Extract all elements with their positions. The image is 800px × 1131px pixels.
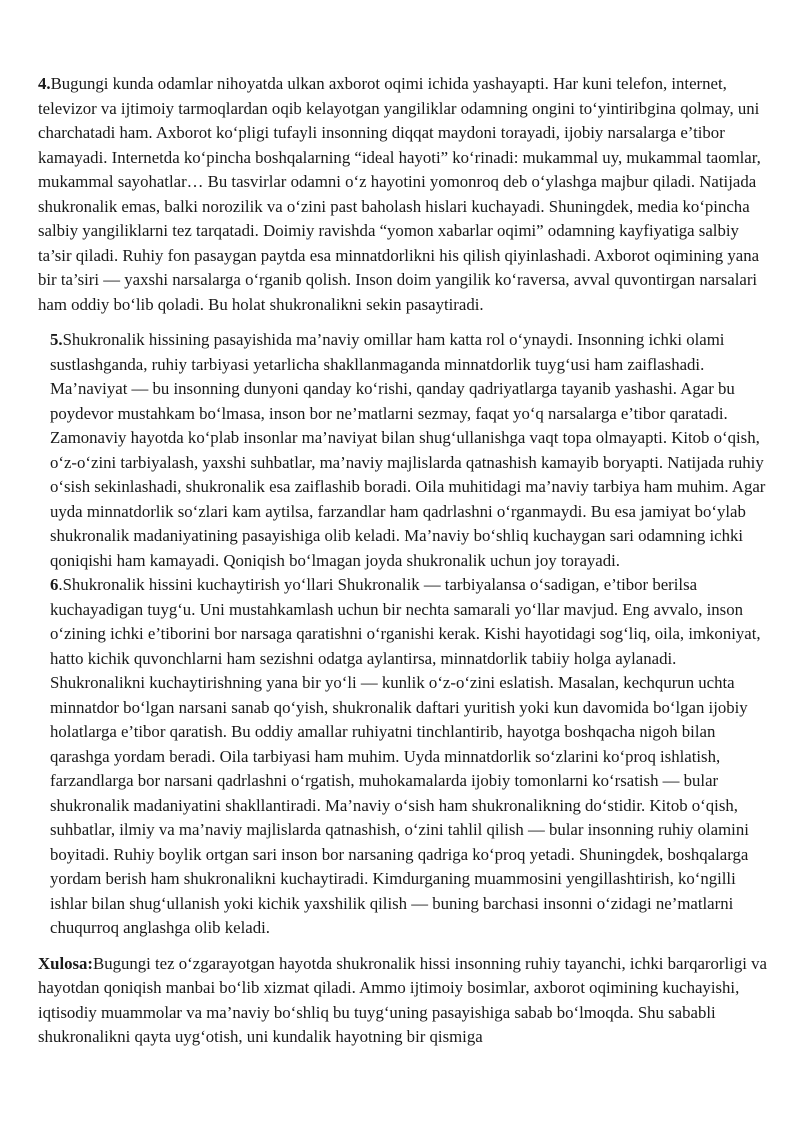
paragraph-text: Bugungi kunda odamlar nihoyatda ulkan axborot oqimi ichida yashayapti. Har kuni telefon, internet, televizor va ijtimoiy tarmoqlardan oqib kelayotgan yangiliklar odamning ongini to‘yintiribgina qolmay, uni charchatadi ham. Axborot ko‘pligi tufayli insonning diqqat maydoni torayadi, ijobiy narsalarga e’tibor kamayadi. Internetda ko‘pincha boshqalarning “ideal hayoti” ko‘rinadi: mukammal uy, mukammal taomlar, mukammal sayohatlar… Bu tasvirlar odamni o‘z hayotini yomonroq deb o‘ylashga majbur qiladi. Natijada shukronalik emas, balki norozilik va o‘zini past baholash hislari kuchayadi. Shuningdek, media ko‘pincha salbiy yangiliklarni tez tarqatadi. Doimiy ravishda “yomon xabarlar oqimi” odamning kayfiyatiga salbiy ta’sir qiladi. Ruhiy fon pasaygan paytda esa minnatdorlikni his qilish qiyinlashadi. Axborot oqimining yana bir ta’siri — yaxshi narsalarga o‘rganib qolish. Inson doim yangilik ko‘raversa, avval quvontirgan narsalari ham oddiy bo‘lib qoladi. Bu holat shukronalikni sekin pasaytiradi.: [38, 74, 761, 314]
paragraph-text: Shukronalik hissining pasayishida ma’naviy omillar ham katta rol o‘ynaydi. Insonning ichki olami sustlashganda, ruhiy tarbiyasi yetarlicha shakllanmaganda minnatdorlik tuyg‘usi ham zaiflashadi. Ma’naviyat — bu insonning dunyoni qanday ko‘rishi, qanday qadriyatlarga tayanib yashashi. Agar bu poydevor mustahkam bo‘lmasa, inson bor ne’matlarni sezmay, faqat yo‘q narsalarga e’tibor qaratadi. Zamonaviy hayotda ko‘plab insonlar ma’naviyat bilan shug‘ullanishga vaqt topa olmayapti. Kitob o‘qish, o‘z-o‘zini tarbiyalash, yaxshi suhbatlar, ma’naviy majlislarda qatnashish kamayib boryapti. Natijada ruhiy o‘sish sekinlashadi, shukronalik esa zaiflashib boradi. Oila muhitidagi ma’naviy tarbiya ham muhim. Agar uyda minnatdorlik so‘zlari kam aytilsa, farzandlar ham qadrlashni o‘rganmaydi. Bu esa jamiyat bo‘ylab shukronalik madaniyatining pasayishiga olib keladi. Ma’naviy bo‘shliq kuchaygan sari odamning ichki qoniqishi ham kamayadi. Qoniqish bo‘lmagan joyda shukronalik uchun joy torayadi.: [50, 330, 766, 570]
paragraph-4: [38, 72, 770, 317]
paragraph-6: [38, 573, 770, 941]
conclusion-label: Xulosa:: [38, 953, 94, 973]
paragraph-number: 6: [50, 575, 59, 594]
paragraph-conclusion: [38, 952, 770, 1050]
paragraph-number: 4.: [38, 74, 51, 93]
document-page: [38, 72, 770, 1050]
paragraph-5: [38, 328, 770, 573]
paragraph-text: Bugungi tez o‘zgarayotgan hayotda shukronalik hissi insonning ruhiy tayanchi, ichki barqarorligi va hayotdan qoniqish manbai bo‘lib xizmat qiladi. Ammo ijtimoiy bosimlar, axborot oqimining kuchayishi, iqtisodiy muammolar va ma’naviy bo‘shliq bu tuyg‘uning pasayishiga sabab bo‘lmoqda. Shu sababli shukronalikni qayta uyg‘otish, uni kundalik hayotning bir qismiga: [38, 953, 767, 1046]
paragraph-number: 5.: [50, 330, 63, 349]
paragraph-text: .Shukronalik hissini kuchaytirish yo‘llari Shukronalik — tarbiyalansa o‘sadigan, e’tibor berilsa kuchayadigan tuyg‘u. Uni mustahkamlash uchun bir nechta samarali yo‘llar mavjud. Eng avvalo, inson o‘zining ichki e’tiborini bor narsaga qaratishni o‘rganishi kerak. Kishi hayotidagi sog‘liq, oila, imkoniyat, hatto kichik quvonchlarni ham sezishni odatga aylantirsa, minnatdorlik tabiiy holga aylanadi. Shukronalikni kuchaytirishning yana bir yo‘li — kunlik o‘z-o‘zini eslatish. Masalan, kechqurun uchta minnatdor bo‘lgan narsani sanab qo‘yish, shukronalik daftari yuritish yoki kun davomida bo‘lgan ijobiy holatlarga e’tibor qaratish. Bu oddiy amallar ruhiyatni tinchlantirib, hayotga boshqacha nigoh bilan qarashga yordam beradi. Oila tarbiyasi ham muhim. Uyda minnatdorlik so‘zlarini ko‘proq ishlatish, farzandlarga bor narsani qadrlashni o‘rgatish, muhokamalarda ijobiy tomonlarni ko‘rsatish — bular shukronalik madaniyatini shakllantiradi. Ma’naviy o‘sish ham shukronalikning do‘stidir. Kitob o‘qish, suhbatlar, ilmiy va ma’naviy majlislarda qatnashish, o‘zini tahlil qilish — bular insonning ruhiy olamini boyitadi. Ruhiy boylik ortgan sari inson bor narsaning qadriga ko‘proq yetadi. Shuningdek, boshqalarga yordam berish ham shukronalikni kuchaytiradi. Kimdurganing muammosini yengillashtirish, ko‘ngilli ishlar bilan shug‘ullanish yoki kichik yaxshilik qilish — buning barchasi insonni o‘zidagi ne’matlarni chuqurroq anglashga olib keladi.: [50, 575, 761, 937]
